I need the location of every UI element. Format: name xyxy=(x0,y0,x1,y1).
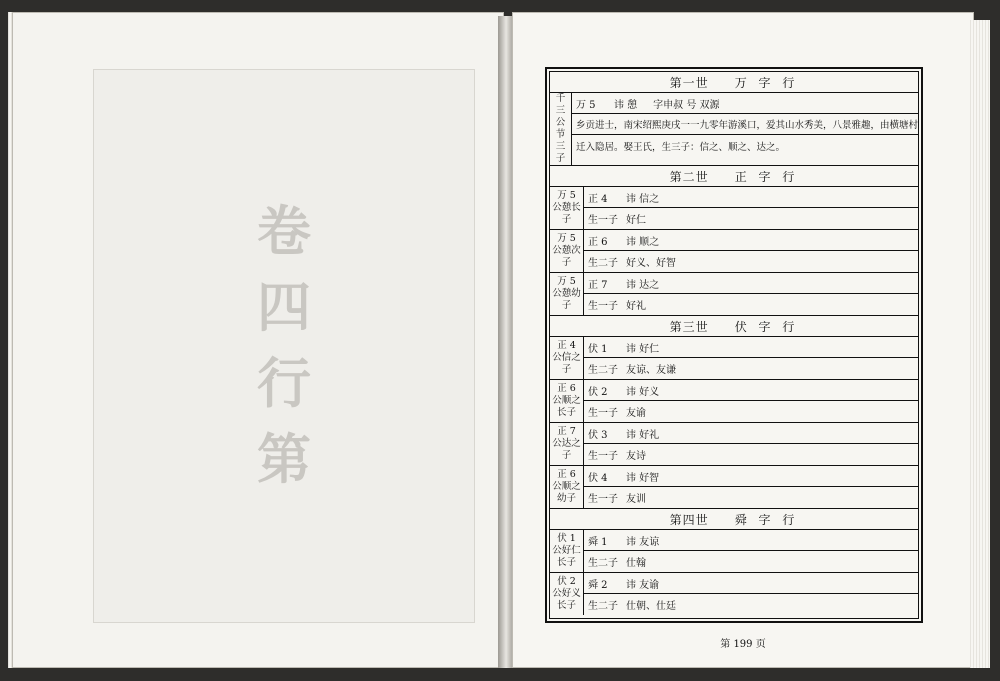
person-name: 讳 友谕 xyxy=(626,579,660,591)
children-count: 生二子 xyxy=(588,258,618,269)
person-entry xyxy=(550,273,918,316)
genealogy-table-frame xyxy=(545,67,923,623)
children-count: 生一子 xyxy=(588,301,618,312)
children-names: 友谕 xyxy=(626,408,646,419)
person-code: 伏 1 xyxy=(588,343,608,355)
person-name: 讳 好仁 xyxy=(626,343,660,355)
children-names: 仕翰 xyxy=(626,558,646,569)
entry-label: 正 6 公顺之幼子 xyxy=(550,466,584,508)
children-names: 友诗 xyxy=(626,451,646,462)
entry-label: 正 6 公顺之长子 xyxy=(550,380,584,422)
person-name: 讳 好义 xyxy=(626,386,660,398)
children-names: 仕朝、仕廷 xyxy=(626,601,676,612)
entry-label: 万 5 公憩幼子 xyxy=(550,273,584,315)
biography-line: 乡贡进士，南宋绍熙庚戌一一九零年游溪口，爱其山水秀美，八景雅趣，由横塘村 xyxy=(572,114,918,135)
entry-row xyxy=(584,358,918,379)
volume-title-char: 卷 xyxy=(257,200,311,263)
entry-label: 万 5 公憩长子 xyxy=(550,187,584,229)
children-count: 生一子 xyxy=(588,215,618,226)
person-code: 伏 3 xyxy=(588,429,608,441)
entry-row xyxy=(584,444,918,465)
children-names: 友谅、友谦 xyxy=(626,365,676,376)
generation-title: 第四世 xyxy=(669,512,709,527)
entry-row xyxy=(584,273,918,294)
generation-char: 舜 字 行 xyxy=(734,512,799,527)
volume-title xyxy=(94,70,474,622)
volume-title-char: 第 xyxy=(257,428,311,491)
children-count: 生二子 xyxy=(588,601,618,612)
entry-label: 伏 1 公好仁长子 xyxy=(550,530,584,572)
left-page xyxy=(12,12,504,668)
person-courtesy-name: 字申叔 号 双源 xyxy=(653,99,720,111)
person-name: 讳 好智 xyxy=(626,472,660,484)
entry-row xyxy=(584,401,918,422)
children-count: 生二子 xyxy=(588,365,618,376)
children-names: 好仁 xyxy=(626,215,646,226)
person-code: 舜 2 xyxy=(588,579,608,591)
entry-row xyxy=(584,594,918,615)
biography-line: 迁入隐居。娶王氏，生三子：信之、顺之、达之。 xyxy=(575,141,785,153)
children-count: 生二子 xyxy=(588,558,618,569)
right-page-edge xyxy=(970,20,990,668)
entry-label: 万 5 公憩次子 xyxy=(550,230,584,272)
person-entry xyxy=(550,187,918,230)
entry-row xyxy=(584,530,918,551)
entry-row xyxy=(572,93,918,114)
person-code: 正 4 xyxy=(588,193,608,205)
entry-row xyxy=(584,230,918,251)
entry-row xyxy=(584,337,918,358)
person-entry xyxy=(550,380,918,423)
person-name: 讳 达之 xyxy=(626,279,660,291)
children-names: 好义、好智 xyxy=(626,258,676,269)
person-code: 正 6 xyxy=(588,236,608,248)
person-name: 讳 信之 xyxy=(626,193,660,205)
entry-row xyxy=(584,573,918,594)
entry-row xyxy=(584,423,918,444)
generation-header xyxy=(550,316,918,337)
person-entry xyxy=(550,230,918,273)
generation-char: 正 字 行 xyxy=(734,169,799,184)
open-book xyxy=(8,6,992,676)
children-count: 生一子 xyxy=(588,451,618,462)
generation-title: 第三世 xyxy=(669,319,709,334)
person-name: 讳 憩 xyxy=(613,99,638,111)
children-count: 生一子 xyxy=(588,494,618,505)
entry-label: 正 4 公信之子 xyxy=(550,337,584,379)
genealogy-table xyxy=(549,71,919,619)
generation-header xyxy=(550,509,918,530)
person-code: 伏 2 xyxy=(588,386,608,398)
entry-row xyxy=(584,208,918,229)
generation-title: 第二世 xyxy=(669,169,709,184)
children-names: 好礼 xyxy=(626,301,646,312)
volume-title-char: 行 xyxy=(257,352,311,415)
person-code: 伏 4 xyxy=(588,472,608,484)
generation-char: 万 字 行 xyxy=(734,75,799,90)
entry-row xyxy=(584,466,918,487)
children-count: 生一子 xyxy=(588,408,618,419)
person-code: 正 7 xyxy=(588,279,608,291)
generation-char: 伏 字 行 xyxy=(734,319,799,334)
entry-row xyxy=(584,380,918,401)
person-entry xyxy=(550,93,918,166)
person-code: 舜 1 xyxy=(588,536,608,548)
entry-row xyxy=(584,294,918,315)
entry-row xyxy=(584,551,918,572)
entry-label: 正 7 公达之子 xyxy=(550,423,584,465)
entry-row xyxy=(584,187,918,208)
entry-label: 千三公节三子 xyxy=(550,93,572,165)
person-entry xyxy=(550,573,918,615)
generation-title: 第一世 xyxy=(669,75,709,90)
entry-row xyxy=(584,487,918,508)
right-page xyxy=(512,12,974,668)
generation-header xyxy=(550,166,918,187)
left-faded-panel xyxy=(93,69,475,623)
volume-title-char: 四 xyxy=(257,276,311,339)
person-entry xyxy=(550,466,918,509)
person-name: 讳 好礼 xyxy=(626,429,660,441)
person-name: 讳 顺之 xyxy=(626,236,660,248)
person-entry xyxy=(550,337,918,380)
entry-label: 伏 2 公好义长子 xyxy=(550,573,584,615)
generation-header xyxy=(550,72,918,93)
person-name: 讳 友谅 xyxy=(626,536,660,548)
entry-row xyxy=(584,251,918,272)
page-number: 第 199 页 xyxy=(720,639,766,650)
children-names: 友训 xyxy=(626,494,646,505)
person-entry xyxy=(550,423,918,466)
person-code: 万 5 xyxy=(575,99,596,111)
person-entry xyxy=(550,530,918,573)
